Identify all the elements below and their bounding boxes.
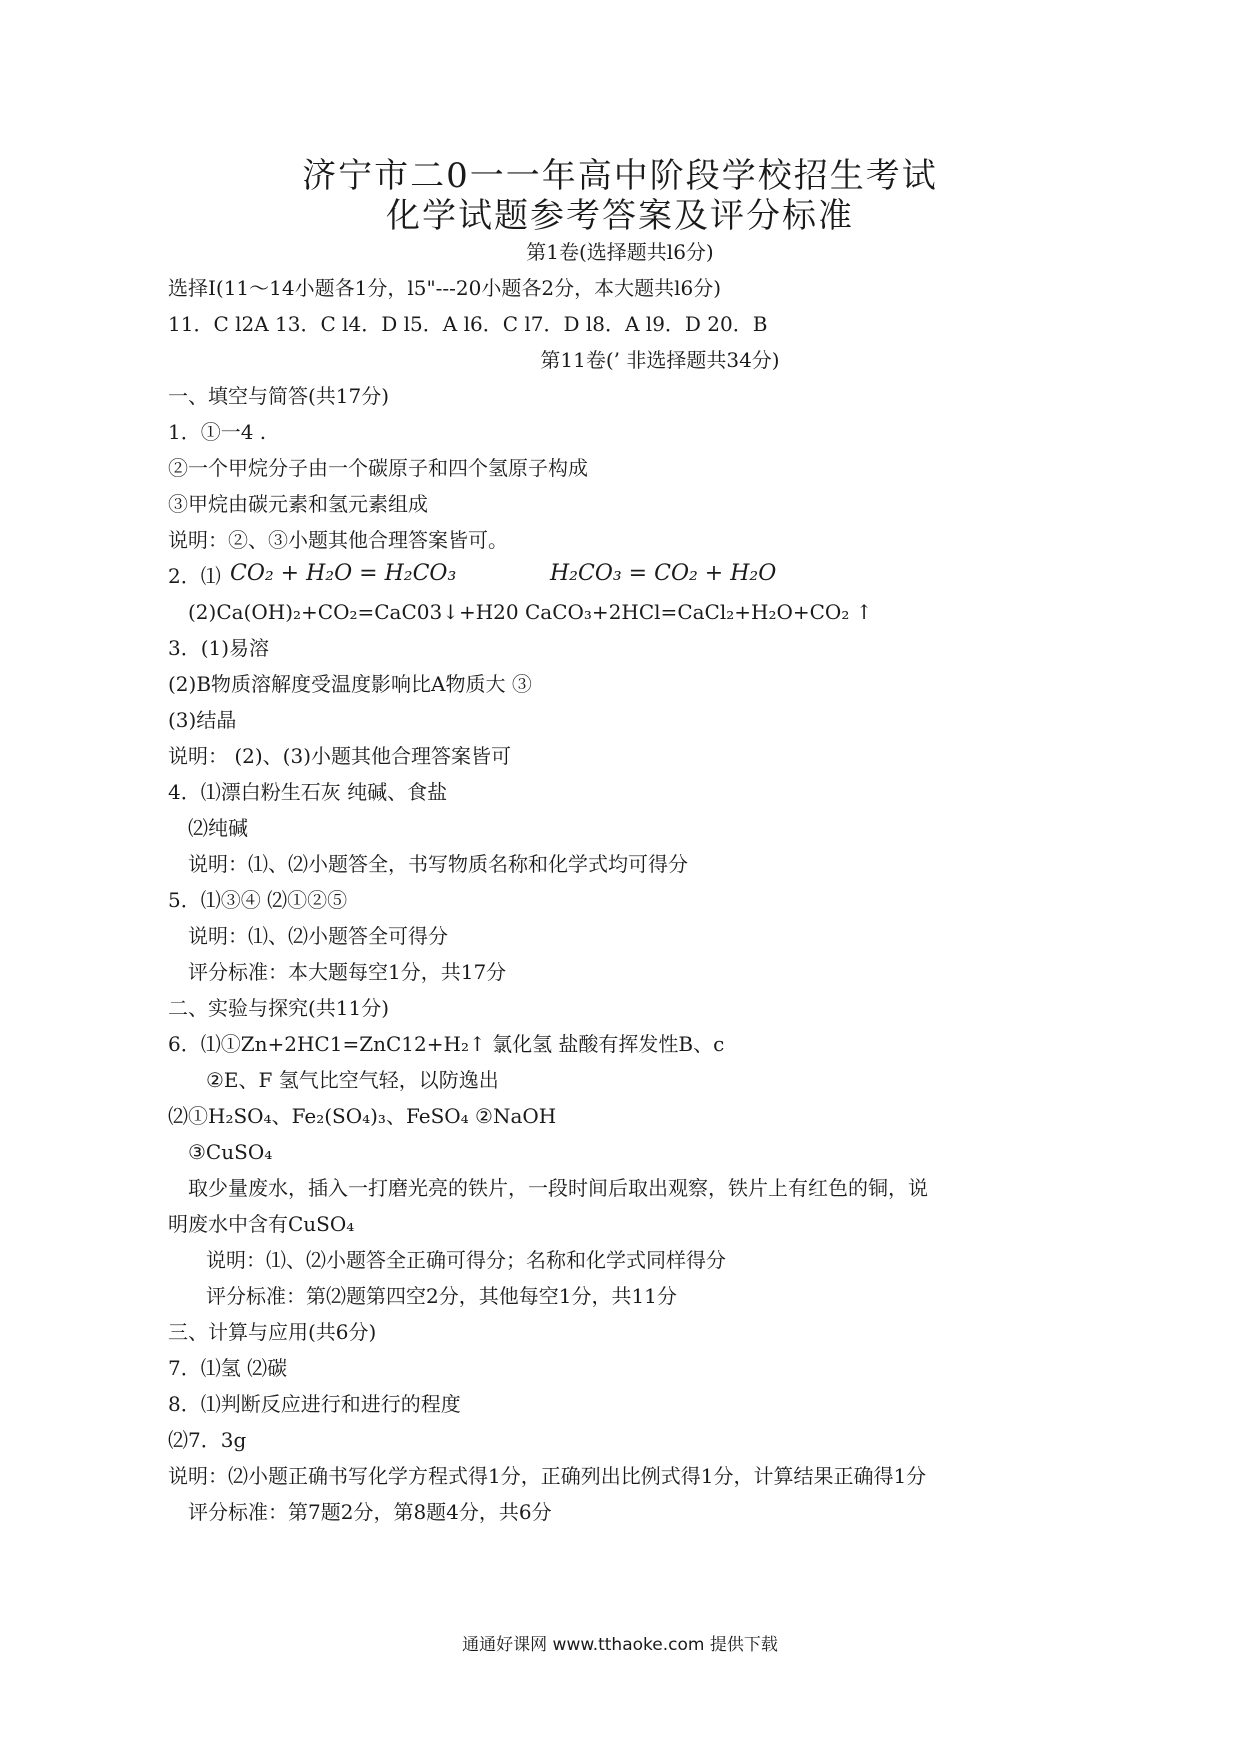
q4-answer-a: 4．⑴漂白粉生石灰 纯碱、食盐 [168, 780, 448, 804]
part1-intro: 选择I(11～14小题各1分，l5"---20小题各2分，本大题共l6分) [168, 276, 722, 300]
q8-note: 说明：⑵小题正确书写化学方程式得1分，正确列出比例式得1分，计算结果正确得1分 [168, 1464, 927, 1488]
q5-score: 评分标准：本大题每空1分，共17分 [188, 960, 507, 984]
q6-answer-b: ②E、F 氢气比空气轻，以防逸出 [206, 1068, 499, 1092]
section2-heading: 二、实验与探究(共11分) [168, 996, 390, 1020]
q6-score: 评分标准：第⑵题第四空2分，其他每空1分，共11分 [206, 1284, 677, 1308]
q4-answer-b: ⑵纯碱 [188, 816, 248, 840]
q3-note: 说明： (2)、(3)小题其他合理答案皆可 [168, 744, 512, 768]
q2-answer-b: (2)Ca(OH)₂+CO₂=CaC03↓+H20 CaCO₃+2HCl=CaCl₂+H₂O+CO₂ ↑ [188, 600, 873, 624]
q1-answer-a: 1．①一4 . [168, 420, 267, 444]
q2-formula-2: H₂CO₃ = CO₂ + H₂O [550, 561, 777, 586]
q1-answer-c: ③甲烷由碳元素和氢元素组成 [168, 492, 428, 516]
q1-answer-b: ②一个甲烷分子由一个碳原子和四个氢原子构成 [168, 456, 588, 480]
page-subtitle: 化学试题参考答案及评分标准 [386, 196, 854, 236]
q6-answer-f: 明废水中含有CuSO₄ [168, 1212, 355, 1236]
q2-label: 2．⑴ [168, 564, 221, 588]
q5-note: 说明：⑴、⑵小题答全可得分 [188, 924, 448, 948]
q5-answer-a: 5．⑴③④ ⑵①②⑤ [168, 888, 348, 912]
q3-answer-a: 3．(1)易溶 [168, 636, 270, 660]
q3-answer-c: (3)结晶 [168, 708, 237, 732]
q6-answer-e: 取少量废水，插入一打磨光亮的铁片，一段时间后取出观察，铁片上有红色的铜，说 [188, 1176, 928, 1200]
q7-answer: 7．⑴氢 ⑵碳 [168, 1356, 288, 1380]
choice-answers: 11．C l2A 13．C l4．D l5．A l6．C l7．D l8．A l9．D 20．B [168, 312, 768, 336]
q6-answer-a: 6．⑴①Zn+2HC1=ZnC12+H₂↑ 氯化氢 盐酸有挥发性B、c [168, 1032, 725, 1056]
q8-answer-a: 8．⑴判断反应进行和进行的程度 [168, 1392, 461, 1416]
q8-answer-b: ⑵7．3g [168, 1428, 247, 1452]
q1-note: 说明：②、③小题其他合理答案皆可。 [168, 528, 508, 552]
page-title: 济宁市二0一一年高中阶段学校招生考试 [302, 156, 938, 196]
footer-source: 通通好课网 www.tthaoke.com 提供下载 [462, 1635, 778, 1655]
section1-heading: 一、填空与简答(共17分) [168, 384, 390, 408]
q6-note: 说明：⑴、⑵小题答全正确可得分；名称和化学式同样得分 [206, 1248, 726, 1272]
q3-answer-b: (2)B物质溶解度受温度影响比A物质大 ③ [168, 672, 532, 696]
q2-formula-1: CO₂ + H₂O = H₂CO₃ [230, 561, 457, 586]
q6-answer-c: ⑵①H₂SO₄、Fe₂(SO₄)₃、FeSO₄ ②NaOH [168, 1104, 557, 1128]
section3-heading: 三、计算与应用(共6分) [168, 1320, 377, 1344]
q6-answer-d: ③CuSO₄ [188, 1140, 273, 1164]
part1-heading: 第1卷(选择题共l6分) [526, 240, 714, 264]
q8-score: 评分标准：第7题2分，第8题4分，共6分 [188, 1500, 552, 1524]
q4-note: 说明：⑴、⑵小题答全，书写物质名称和化学式均可得分 [188, 852, 688, 876]
part2-heading: 第11卷(’ 非选择题共34分) [540, 348, 780, 372]
